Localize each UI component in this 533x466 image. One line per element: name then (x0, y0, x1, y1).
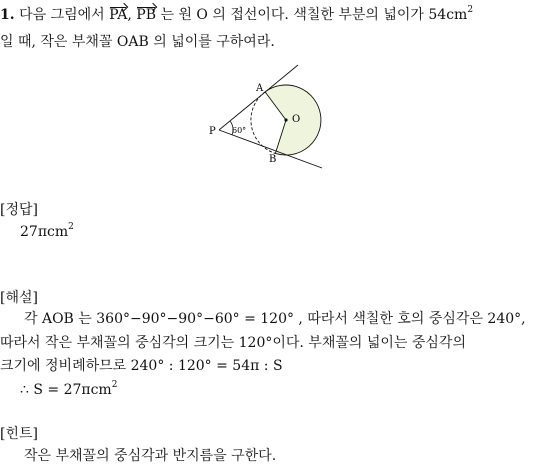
angle-label: 60° (232, 126, 247, 135)
problem-text-b: 는 원 O 의 접선이다. 색칠한 부분의 넓이가 54cm (160, 7, 468, 23)
explanation-line-4 (20, 380, 117, 400)
label-a: A (256, 83, 264, 94)
explanation-line-3: 크기에 정비례하므로 240° : 120° = 54π : S (0, 358, 283, 374)
explanation-conclusion: ∴ S = 27πcm (20, 382, 112, 398)
explanation-line-2: 따라서 작은 부채꼴의 중심각의 크기는 120°이다. 부채꼴의 넓이는 중심각의 (0, 335, 466, 351)
answer-exponent: 2 (68, 222, 74, 233)
vector-pa: PA (109, 7, 128, 23)
vector-pb: PB (136, 7, 157, 23)
problem-number: 1. (0, 7, 15, 23)
answer-value-line (20, 222, 74, 242)
label-b: B (269, 154, 277, 165)
center-point (284, 118, 287, 121)
problem-text-a: 다음 그림에서 (19, 7, 105, 23)
label-p: P (209, 126, 216, 137)
answer-header: [정답] (0, 202, 38, 218)
problem-line-2: 일 때, 작은 부채꼴 OAB 의 넓이를 구하여라. (0, 34, 275, 50)
vector-comma: , (127, 7, 132, 23)
explanation-header: [해설] (0, 290, 38, 306)
explanation-line-1: 각 AOB 는 360°−90°−90°−60° = 120° , 따라서 색칠한 호의 중심각은 240°, (24, 311, 526, 327)
label-o: O (292, 114, 301, 125)
hint-line-1: 작은 부채꼴의 중심각과 반지름을 구한다. (24, 448, 277, 464)
answer-value: 27πcm (20, 224, 69, 240)
tangent-circle-figure (200, 60, 340, 175)
problem-line-1 (0, 5, 473, 25)
problem-unit-exponent: 2 (467, 5, 474, 16)
hint-header: [힌트] (0, 426, 38, 442)
explanation-exponent: 2 (111, 380, 118, 391)
